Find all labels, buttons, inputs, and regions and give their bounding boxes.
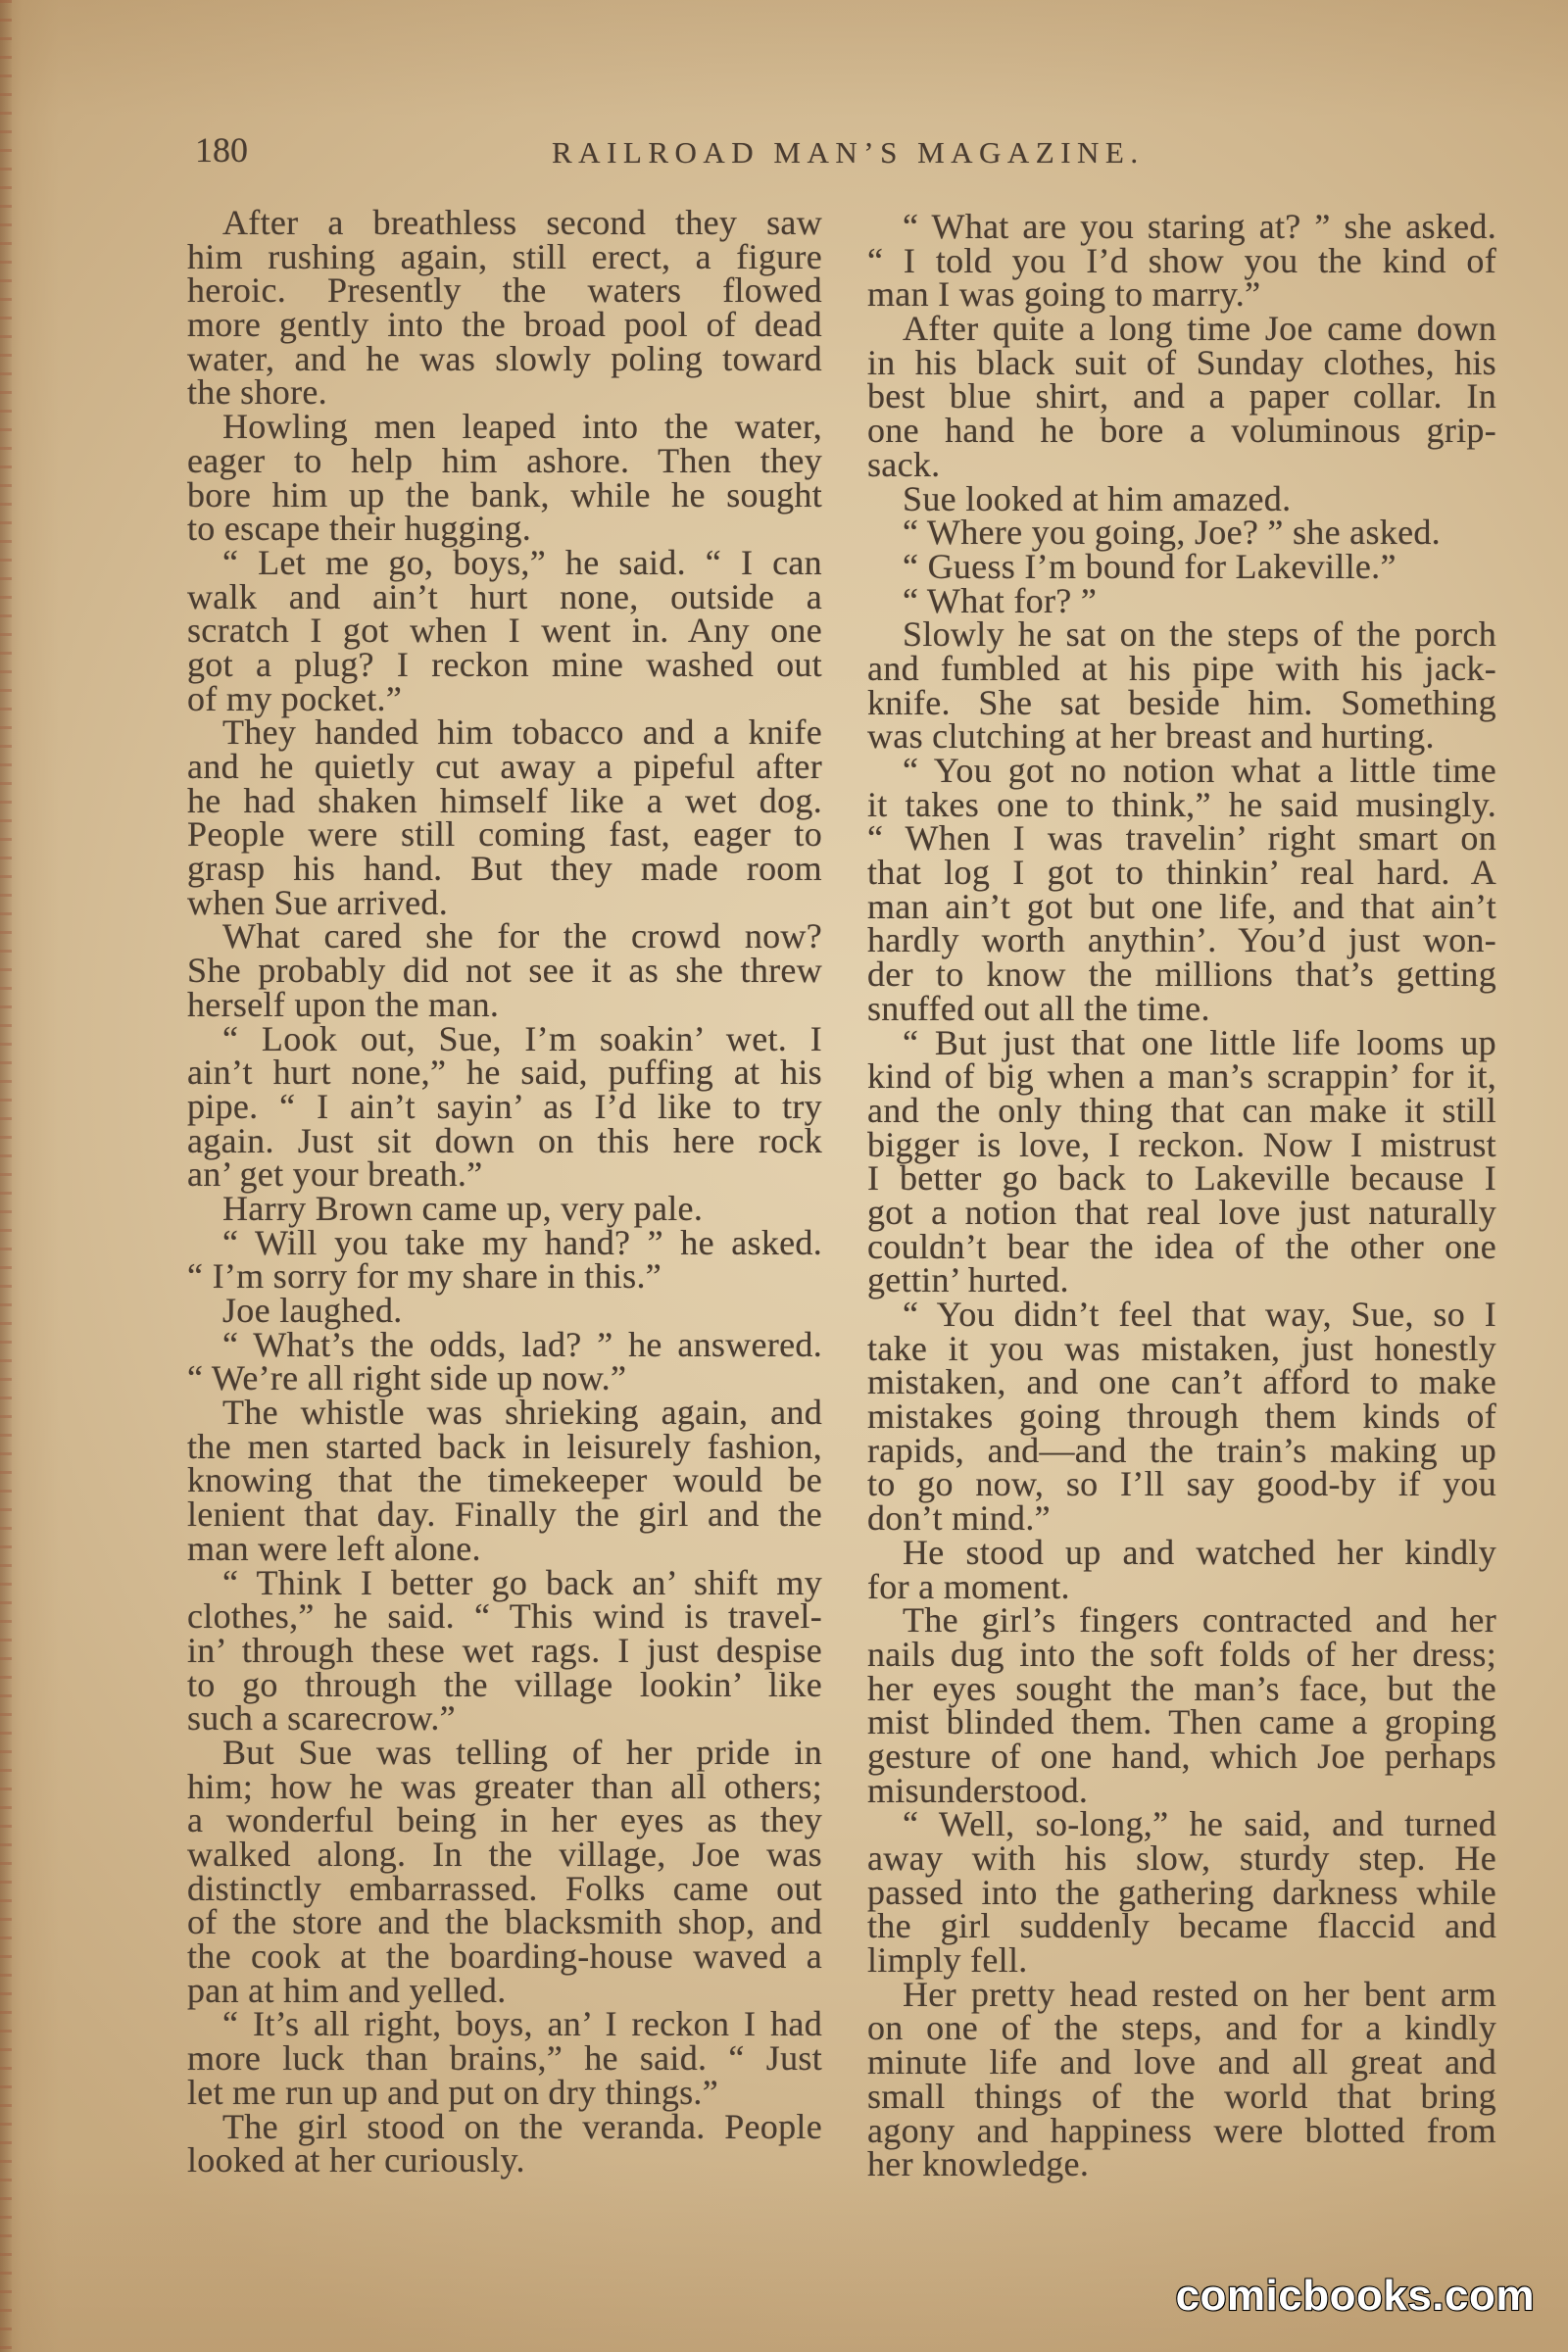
text-line: gettin’ hurted.: [867, 1260, 1069, 1300]
text-line: bore him up the bank, while he sought: [187, 474, 822, 514]
text-line: and fumbled at his pipe with his jack-: [867, 648, 1496, 688]
paragraph: [187, 407, 822, 549]
text-line: again. Just sit down on this here rock: [187, 1120, 822, 1160]
paragraph: [867, 614, 1496, 757]
paragraph: [867, 580, 1496, 620]
text-line: The girl’s fingers contracted and her: [903, 1600, 1496, 1641]
text-line: distinctly embarrassed. Folks came out: [187, 1868, 822, 1908]
text-line: mistaken, and one can’t afford to make: [867, 1362, 1496, 1402]
text-line: grasp his hand. But they made room: [187, 849, 822, 889]
text-line: “ Let me go, boys,” he said. “ I can: [222, 542, 822, 582]
paragraph: [867, 513, 1496, 553]
text-line: limply fell.: [867, 1940, 1028, 1981]
paragraph: [867, 1532, 1496, 1606]
paragraph: [867, 1022, 1496, 1300]
text-line: when Sue arrived.: [187, 882, 449, 922]
text-line: clothes,” he said. “ This wind is travel-: [187, 1596, 822, 1637]
text-line: scratch I got when I went in. Any one: [187, 611, 822, 651]
text-line: They handed him tobacco and a knife: [222, 712, 822, 753]
paragraph: [867, 1804, 1496, 1981]
paragraph: [187, 2106, 822, 2180]
text-line: agony and happiness were blotted from: [867, 2110, 1496, 2150]
paragraph: [867, 1295, 1496, 1539]
text-line: “ Will you take my hand? ” he asked.: [222, 1222, 822, 1262]
left-column: [187, 203, 822, 2180]
text-line: to go through the village lookin’ like: [187, 1664, 822, 1704]
text-line: She probably did not see it as she threw: [187, 951, 822, 991]
right-column: [867, 207, 1496, 2184]
text-line: best blue shirt, and a paper collar. In: [867, 376, 1496, 416]
text-line: an’ get your breath.”: [187, 1154, 483, 1195]
text-line: more luck than brains,” he said. “ Just: [187, 2038, 822, 2079]
text-line: a wonderful being in her eyes as they: [187, 1800, 822, 1840]
paragraph: [867, 751, 1496, 1028]
text-line: he had shaken himself like a wet dog.: [187, 780, 822, 820]
text-line: knife. She sat beside him. Something: [867, 682, 1496, 722]
text-line: passed into the gathering darkness while: [867, 1872, 1496, 1912]
paragraph: [187, 1393, 822, 1568]
text-line: was clutching at her breast and hurting.: [867, 716, 1435, 757]
text-line: Howling men leaped into the water,: [222, 407, 822, 447]
text-line: the girl suddenly became flaccid and: [867, 1906, 1496, 1946]
paragraph: [187, 1291, 822, 1330]
text-line: Her pretty head rested on her bent arm: [903, 1974, 1496, 2014]
page-number: 180: [195, 130, 248, 170]
text-line: her eyes sought the man’s face, but the: [867, 1668, 1496, 1708]
text-line: “ You didn’t feel that way, Sue, so I: [903, 1295, 1496, 1334]
text-line: to escape their hugging.: [187, 509, 532, 549]
text-line: “ What are you staring at? ” she asked.: [903, 207, 1496, 246]
text-line: bigger is love, I reckon. Now I mistrust: [867, 1124, 1496, 1164]
text-line: man I was going to marry.”: [867, 274, 1261, 315]
text-line: of my pocket.”: [187, 678, 403, 718]
text-line: in his black suit of Sunday clothes, his: [867, 342, 1496, 382]
paragraph: [187, 712, 822, 922]
text-line: walked along. In the village, Joe was: [187, 1835, 822, 1874]
running-title: RAILROAD MAN’S MAGAZINE.: [552, 135, 1145, 170]
text-line: After a breathless second they saw: [222, 203, 822, 242]
text-line: couldn’t bear the idea of the other one: [867, 1226, 1496, 1266]
paragraph: [187, 203, 822, 413]
text-line: herself upon the man.: [187, 984, 500, 1024]
text-line: the shore.: [187, 372, 327, 413]
text-line: misunderstood.: [867, 1770, 1089, 1810]
paragraph: [187, 1222, 822, 1297]
text-line: “ I’m sorry for my share in this.”: [187, 1256, 662, 1297]
text-line: rapids, and—and the train’s making up: [867, 1430, 1496, 1470]
text-line: He stood up and watched her kindly: [903, 1532, 1496, 1572]
paragraph: [187, 1188, 822, 1228]
text-line: for a moment.: [867, 1566, 1070, 1606]
text-line: of the store and the blacksmith shop, and: [187, 1902, 822, 1942]
text-line: pipe. “ I ain’t sayin’ as I’d like to try: [187, 1086, 822, 1126]
text-line: Sue looked at him amazed.: [903, 478, 1292, 518]
text-line: small things of the world that bring: [867, 2076, 1496, 2116]
text-line: looked at her curiously.: [187, 2140, 525, 2180]
text-line: ain’t hurt none,” he said, puffing at his: [187, 1053, 822, 1093]
text-line: mist blinded them. Then came a groping: [867, 1702, 1496, 1742]
text-line: lenient that day. Finally the girl and the: [187, 1494, 822, 1535]
text-line: “ I told you I’d show you the kind of: [867, 240, 1496, 280]
text-line: got a notion that real love just naturally: [867, 1192, 1496, 1232]
text-line: People were still coming fast, eager to: [187, 814, 822, 855]
text-line: her knowledge.: [867, 2144, 1090, 2184]
text-line: der to know the millions that’s getting: [867, 955, 1496, 995]
text-line: don’t mind.”: [867, 1498, 1051, 1539]
text-line: nails dug into the soft folds of her dress;: [867, 1634, 1496, 1674]
text-line: got a plug? I reckon mine washed out: [187, 644, 822, 684]
text-line: away with his slow, sturdy step. He: [867, 1838, 1496, 1878]
paragraph: [867, 546, 1496, 586]
text-line: hardly worth anythin’. You’d just won-: [867, 920, 1496, 960]
paragraph: [187, 542, 822, 718]
text-line: I better go back to Lakeville because I: [867, 1158, 1496, 1199]
text-line: “ When I was travelin’ right smart on: [867, 818, 1496, 858]
paragraph: [867, 478, 1496, 518]
text-line: gesture of one hand, which Joe perhaps: [867, 1736, 1496, 1776]
text-line: heroic. Presently the waters flowed: [187, 270, 822, 311]
text-line: “ It’s all right, boys, an’ I reckon I had: [222, 2004, 822, 2044]
text-line: water, and he was slowly poling toward: [187, 338, 822, 378]
text-line: “ Look out, Sue, I’m soakin’ wet. I: [222, 1018, 822, 1058]
text-line: “ Think I better go back an’ shift my: [222, 1562, 822, 1602]
text-line: “ Where you going, Joe? ” she asked.: [903, 513, 1441, 553]
text-line: and the only thing that can make it still: [867, 1090, 1496, 1130]
text-line: The girl stood on the veranda. People: [222, 2106, 822, 2146]
text-line: take it you was mistaken, just honestly: [867, 1328, 1496, 1368]
text-line: minute life and love and all great and: [867, 2042, 1496, 2082]
text-line: knowing that the timekeeper would be: [187, 1460, 822, 1500]
text-line: on one of the steps, and for a kindly: [867, 2008, 1496, 2048]
text-line: walk and ain’t hurt none, outside a: [187, 576, 822, 616]
text-line: “ What’s the odds, lad? ” he answered.: [222, 1324, 822, 1364]
text-line: Harry Brown came up, very pale.: [222, 1188, 704, 1228]
text-line: “ You got no notion what a little time: [903, 751, 1496, 790]
text-line: “ What for? ”: [903, 580, 1098, 620]
paragraph: [187, 1018, 822, 1195]
paragraph: [867, 1600, 1496, 1810]
paragraph: [867, 1974, 1496, 2184]
text-line: kind of big when a man’s scrappin’ for it,: [867, 1056, 1496, 1097]
watermark: comicbooks.com: [1175, 2272, 1535, 2320]
paragraph: [187, 2004, 822, 2112]
text-line: such a scarecrow.”: [187, 1698, 456, 1739]
text-line: What cared she for the crowd now?: [222, 916, 822, 956]
paragraph: [867, 207, 1496, 315]
text-line: the cook at the boarding-house waved a: [187, 1936, 822, 1977]
text-line: “ Guess I’m bound for Lakeville.”: [903, 546, 1396, 586]
text-line: “ We’re all right side up now.”: [187, 1358, 627, 1398]
text-line: one hand he bore a voluminous grip-: [867, 411, 1496, 451]
text-line: The whistle was shrieking again, and: [222, 1393, 822, 1433]
paragraph: [867, 309, 1496, 484]
text-line: pan at him and yelled.: [187, 1970, 507, 2010]
text-line: him; how he was greater than all others;: [187, 1766, 822, 1806]
text-line: Slowly he sat on the steps of the porch: [903, 614, 1496, 655]
text-line: more gently into the broad pool of dead: [187, 305, 822, 345]
text-line: eager to help him ashore. Then they: [187, 440, 822, 480]
text-line: Joe laughed.: [222, 1291, 403, 1330]
text-line: it takes one to think,” he said musingly.: [867, 784, 1496, 824]
text-line: mistakes going through them kinds of: [867, 1396, 1496, 1437]
text-line: man were left alone.: [187, 1528, 481, 1568]
paragraph: [187, 1732, 822, 2010]
text-line: “ Well, so-long,” he said, and turned: [903, 1804, 1496, 1844]
page-edge-decoration: [0, 0, 12, 2352]
text-line: that log I got to thinkin’ real hard. A: [867, 853, 1496, 893]
text-line: sack.: [867, 444, 941, 484]
text-line: But Sue was telling of her pride in: [222, 1732, 822, 1772]
text-line: him rushing again, still erect, a figure: [187, 236, 822, 276]
text-line: to go now, so I’ll say good-by if you: [867, 1464, 1496, 1504]
text-line: man ain’t got but one life, and that ain’t: [867, 886, 1496, 926]
text-line: the men started back in leisurely fashion,: [187, 1426, 822, 1466]
text-line: in’ through these wet rags. I just despise: [187, 1630, 822, 1670]
text-line: After quite a long time Joe came down: [903, 309, 1496, 349]
text-line: snuffed out all the time.: [867, 988, 1210, 1028]
paragraph: [187, 916, 822, 1024]
paragraph: [187, 1562, 822, 1739]
text-line: “ But just that one little life looms up: [903, 1022, 1496, 1062]
text-line: and he quietly cut away a pipeful after: [187, 747, 822, 786]
paragraph: [187, 1324, 822, 1398]
text-line: let me run up and put on dry things.”: [187, 2072, 719, 2112]
